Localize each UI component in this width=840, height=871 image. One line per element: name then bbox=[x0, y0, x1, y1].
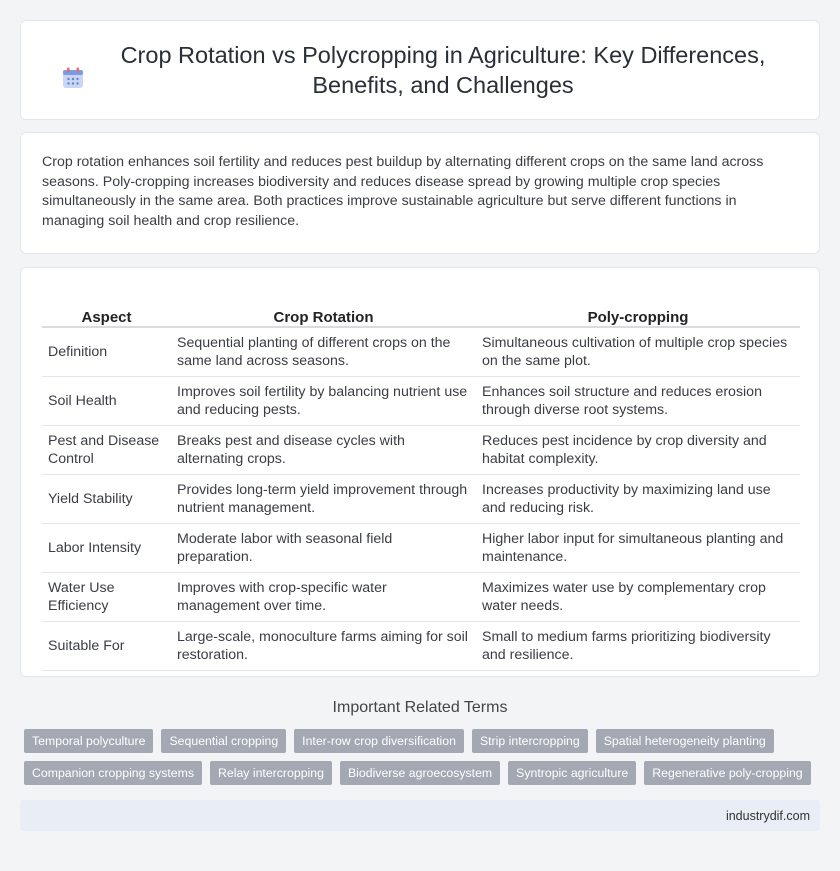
crop-rotation-cell: Improves with crop-specific water management over time. bbox=[171, 573, 476, 622]
table-row bbox=[42, 524, 800, 573]
poly-cropping-cell: Maximizes water use by complementary crop water needs. bbox=[476, 573, 800, 622]
table-header-row bbox=[42, 280, 800, 327]
table-row bbox=[42, 622, 800, 671]
poly-cropping-cell: Enhances soil structure and reduces erosion through diverse root systems. bbox=[476, 377, 800, 426]
intro-text: Crop rotation enhances soil fertility and reduces pest buildup by alternating different crops on the same land across seasons. Poly-cropping increases biodiversity and reduces disease spread by growing multiple crop species simultaneously in the same area. Both practices improve sustainable agriculture but serve different functions in managing soil health and crop resilience. bbox=[42, 154, 764, 229]
intro-card bbox=[20, 132, 820, 254]
footer-site[interactable]: industrydif.com bbox=[725, 808, 810, 823]
table-row bbox=[42, 327, 800, 377]
crop-rotation-cell: Moderate labor with seasonal field preparation. bbox=[171, 524, 476, 573]
related-terms-section bbox=[20, 699, 820, 785]
poly-cropping-cell: Simultaneous cultivation of multiple crop species on the same plot. bbox=[476, 327, 800, 377]
tag-regenerative-poly-cropping[interactable]: Regenerative poly-cropping bbox=[644, 761, 810, 785]
poly-cropping-cell: Increases productivity by maximizing land use and reducing risk. bbox=[476, 475, 800, 524]
tag-strip-intercropping[interactable]: Strip intercropping bbox=[472, 729, 588, 753]
crop-rotation-cell: Improves soil fertility by balancing nutrient use and reducing pests. bbox=[171, 377, 476, 426]
table-row bbox=[42, 475, 800, 524]
header-crop-rotation: Crop Rotation bbox=[171, 280, 476, 327]
table-row bbox=[42, 573, 800, 622]
related-terms-tags bbox=[20, 729, 820, 785]
footer bbox=[20, 800, 820, 831]
header-aspect: Aspect bbox=[42, 280, 171, 327]
crop-rotation-cell: Breaks pest and disease cycles with alternating crops. bbox=[171, 426, 476, 475]
tag-sequential-cropping[interactable]: Sequential cropping bbox=[161, 729, 286, 753]
page-title: Crop Rotation vs Polycropping in Agriculture: Key Differences, Benefits, and Challenges bbox=[120, 42, 766, 98]
aspect-cell: Yield Stability bbox=[42, 475, 171, 524]
tag-biodiverse-agroecosystem[interactable]: Biodiverse agroecosystem bbox=[340, 761, 500, 785]
header-poly-cropping: Poly-cropping bbox=[476, 280, 800, 327]
crop-rotation-cell: Large-scale, monoculture farms aiming for soil restoration. bbox=[171, 622, 476, 671]
tag-syntropic-agriculture[interactable]: Syntropic agriculture bbox=[508, 761, 636, 785]
aspect-cell: Suitable For bbox=[42, 622, 171, 671]
tag-companion-cropping-systems[interactable]: Companion cropping systems bbox=[24, 761, 202, 785]
poly-cropping-cell: Higher labor input for simultaneous planting and maintenance. bbox=[476, 524, 800, 573]
aspect-cell: Pest and Disease Control bbox=[42, 426, 171, 475]
tag-relay-intercropping[interactable]: Relay intercropping bbox=[210, 761, 332, 785]
tag-inter-row-crop-diversification[interactable]: Inter-row crop diversification bbox=[294, 729, 464, 753]
calendar-icon bbox=[61, 66, 85, 90]
poly-cropping-cell: Reduces pest incidence by crop diversity and habitat complexity. bbox=[476, 426, 800, 475]
crop-rotation-cell: Sequential planting of different crops on the same land across seasons. bbox=[171, 327, 476, 377]
aspect-cell: Water Use Efficiency bbox=[42, 573, 171, 622]
comparison-card bbox=[20, 267, 820, 677]
table-row bbox=[42, 377, 800, 426]
comparison-table bbox=[42, 280, 800, 671]
table-row bbox=[42, 426, 800, 475]
tag-temporal-polyculture[interactable]: Temporal polyculture bbox=[24, 729, 153, 753]
aspect-cell: Labor Intensity bbox=[42, 524, 171, 573]
poly-cropping-cell: Small to medium farms prioritizing biodiversity and resilience. bbox=[476, 622, 800, 671]
tag-spatial-heterogeneity-planting[interactable]: Spatial heterogeneity planting bbox=[596, 729, 774, 753]
aspect-cell: Definition bbox=[42, 327, 171, 377]
header-card bbox=[20, 20, 820, 120]
page bbox=[20, 0, 820, 831]
related-terms-title: Important Related Terms bbox=[332, 699, 508, 716]
crop-rotation-cell: Provides long-term yield improvement through nutrient management. bbox=[171, 475, 476, 524]
aspect-cell: Soil Health bbox=[42, 377, 171, 426]
